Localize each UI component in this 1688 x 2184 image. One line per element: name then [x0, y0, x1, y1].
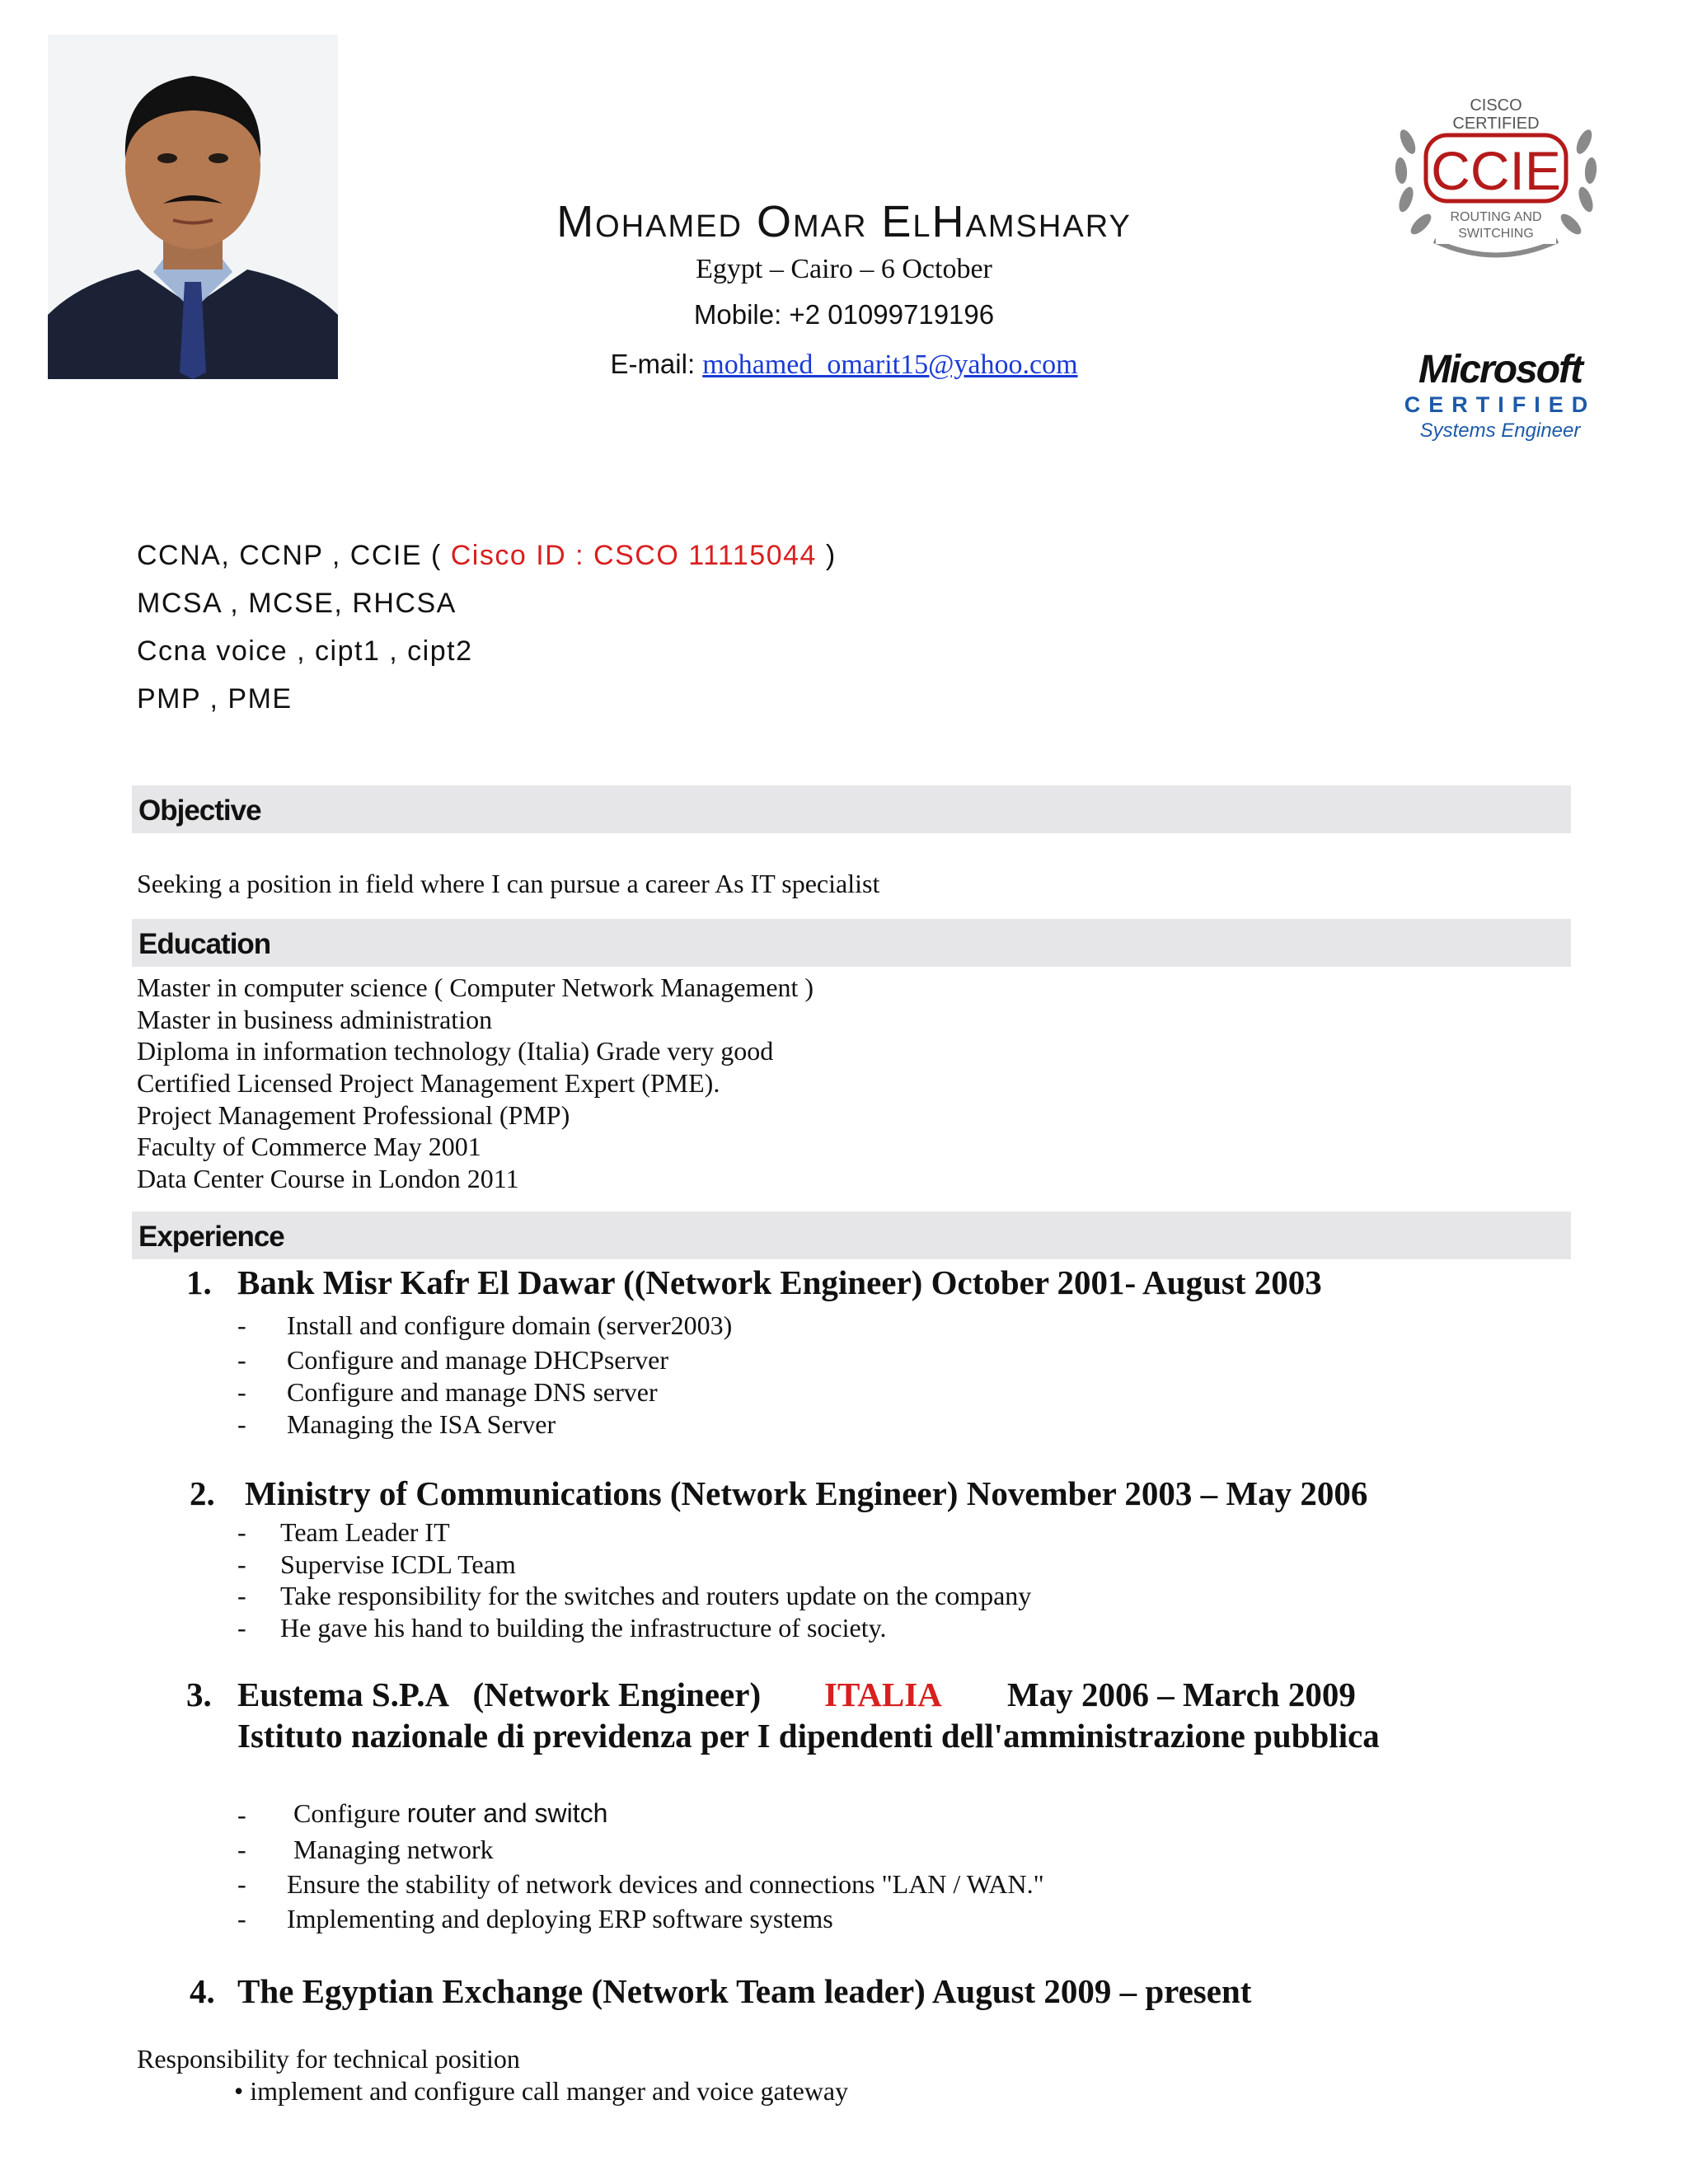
section-objective: Objective	[132, 785, 1571, 833]
job-country: ITALIA	[824, 1675, 942, 1713]
email-link[interactable]: mohamed_omarit15@yahoo.com	[702, 349, 1078, 380]
job-title: Bank Misr Kafr El Dawar ((Network Engineer) October 2001- August 2003	[237, 1263, 1322, 1301]
job-bullet: Install and configure domain (server2003)	[287, 1310, 733, 1340]
cert-cisco-close: )	[816, 540, 837, 571]
education-item: Certified Licensed Project Management Expert (PME).	[137, 1068, 720, 1098]
certified-label: CERTIFIED	[1452, 115, 1540, 133]
cisco-id: Cisco ID : CSCO 11115044	[450, 540, 817, 571]
microsoft-label: Microsoft	[1418, 348, 1582, 391]
job-number: 1.	[186, 1263, 212, 1301]
ms-certified-label: CERTIFIED	[1404, 392, 1597, 417]
job-bullet: Ensure the stability of network devices and connections "LAN / WAN."	[287, 1869, 1044, 1899]
ccie-label: CCIE	[1431, 140, 1561, 201]
microsoft-certified-icon	[1368, 346, 1632, 445]
bullet-text: router and switch	[406, 1798, 608, 1828]
bullet-dash: -	[237, 1581, 246, 1610]
bullet-dash: -	[237, 1904, 246, 1933]
cert-line-pm: PMP , PME	[137, 683, 293, 715]
education-item: Diploma in information technology (Italia) Grade very good	[137, 1036, 774, 1066]
cisco-ccie-logo	[1385, 92, 1607, 265]
mobile-number: Mobile: +2 01099719196	[693, 299, 995, 330]
email-label: E-mail:	[610, 349, 703, 379]
job-title: The Egyptian Exchange (Network Team leader) August 2009 – present	[237, 1972, 1252, 2010]
cert-cisco-text: CCNA, CCNP , CCIE (	[137, 540, 451, 571]
job-institution: Istituto nazionale di previdenza per I dipendenti dell'amministrazione pubblica	[237, 1717, 1380, 1755]
switching-label: SWITCHING	[1458, 227, 1534, 241]
job-bullet: Supervise ICDL Team	[280, 1549, 516, 1579]
responsibility-item: • implement and configure call manger and voice gateway	[234, 2076, 849, 2106]
bullet-dash: -	[237, 1517, 246, 1547]
bullet-dash: -	[237, 1310, 246, 1340]
job-title: Ministry of Communications (Network Engineer) November 2003 – May 2006	[245, 1474, 1368, 1512]
education-item: Project Management Professional (PMP)	[137, 1100, 570, 1130]
systems-engineer-label: Systems Engineer	[1419, 419, 1581, 442]
bullet-dash: -	[237, 1345, 246, 1375]
education-item: Master in computer science ( Computer Network Management )	[137, 972, 814, 1002]
job-number: 3.	[186, 1675, 212, 1713]
bullet-text: Configure	[293, 1798, 407, 1828]
section-experience: Experience	[132, 1212, 1571, 1259]
job-bullet: Managing the ISA Server	[287, 1409, 556, 1439]
ccie-badge-icon	[1385, 92, 1607, 265]
job-bullet: Team Leader IT	[280, 1517, 450, 1547]
microsoft-mcse-logo	[1368, 346, 1632, 445]
address: Egypt – Cairo – 6 October	[696, 254, 992, 284]
cisco-label: CISCO	[1470, 96, 1522, 115]
job-title: Eustema S.P.A (Network Engineer)	[237, 1675, 762, 1713]
bullet-dash: -	[237, 1613, 246, 1643]
job-number: 2.	[190, 1474, 215, 1512]
bullet-dash: -	[237, 1869, 246, 1899]
job-bullet: He gave his hand to building the infrastructure of society.	[280, 1613, 887, 1643]
responsibility-text: Responsibility for technical position	[137, 2044, 520, 2074]
section-education: Education	[132, 919, 1571, 967]
job-bullet: Take responsibility for the switches and routers update on the company	[280, 1581, 1032, 1610]
objective-text: Seeking a position in field where I can pursue a career As IT specialist	[137, 869, 880, 898]
job-dates: May 2006 – March 2009	[1007, 1675, 1356, 1713]
job-number: 4.	[190, 1972, 215, 2010]
cert-line-voice: Ccna voice , cipt1 , cipt2	[137, 635, 473, 667]
bullet-dash: -	[237, 1835, 246, 1864]
cert-line-cisco	[137, 540, 837, 572]
education-item: Master in business administration	[137, 1005, 493, 1034]
candidate-name: Mohamed Omar ElHamshary	[556, 197, 1132, 246]
education-item: Data Center Course in London 2011	[137, 1164, 519, 1193]
job-bullet: Configure and manage DNS server	[287, 1377, 658, 1407]
bullet-dash: -	[237, 1377, 246, 1407]
bullet-dash: -	[237, 1549, 246, 1579]
job-bullet	[293, 1798, 607, 1829]
job-bullet: Implementing and deploying ERP software systems	[287, 1904, 833, 1933]
bullet-dash: -	[237, 1800, 246, 1830]
education-item: Faculty of Commerce May 2001	[137, 1132, 481, 1161]
job-bullet: Configure and manage DHCPserver	[287, 1345, 668, 1375]
job-bullet: Managing network	[293, 1835, 494, 1864]
bullet-dash: -	[237, 1409, 246, 1439]
routing-label: ROUTING AND	[1450, 210, 1542, 224]
cert-line-microsoft: MCSA , MCSE, RHCSA	[137, 588, 457, 619]
